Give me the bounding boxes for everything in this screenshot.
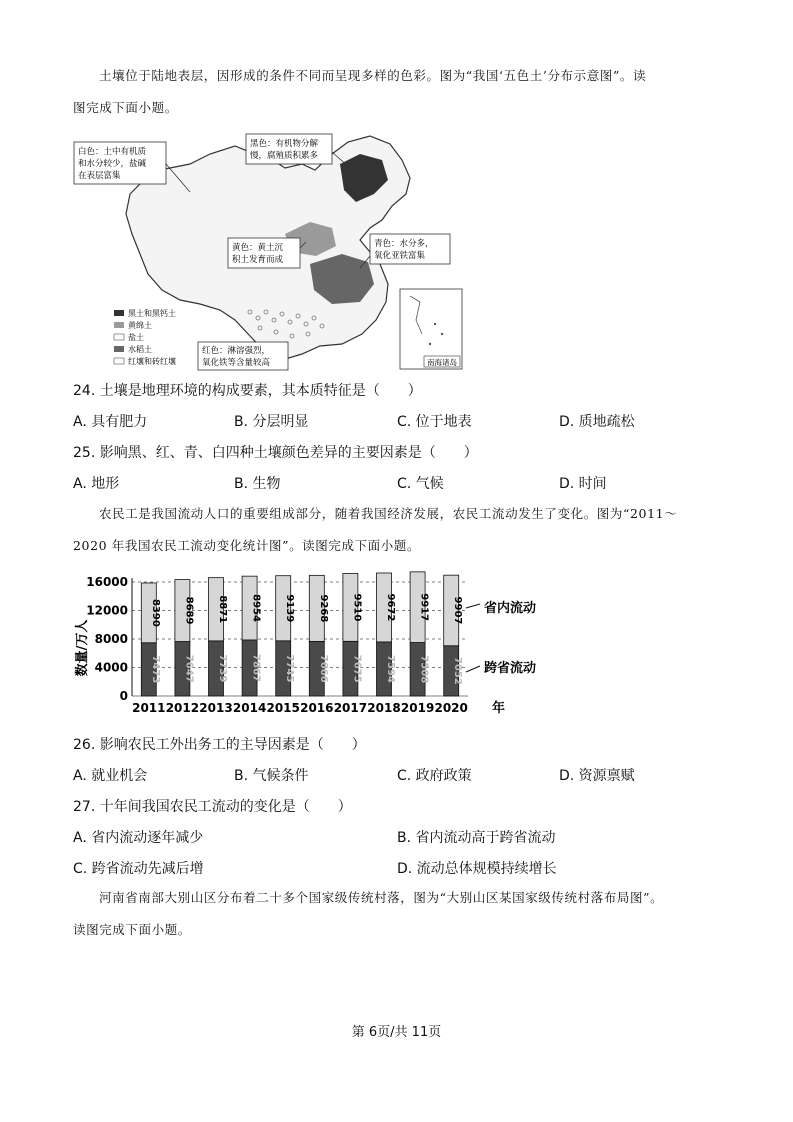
intro-migrant-line1: 农民工是我国流动人口的重要组成部分，随着我国经济发展，农民工流动发生了变化。图为“2011～ — [99, 506, 678, 521]
callout-cyan-2: 氧化亚铁富集 — [374, 251, 426, 261]
bar-label-inter-2011: 7473 — [149, 655, 161, 684]
q27-option-a[interactable]: A. 省内流动逐年减少 — [73, 830, 204, 846]
bar-label-intra-2020: 9907 — [452, 596, 464, 625]
x-tick-label-2016: 2016 — [300, 701, 334, 715]
bar-label-intra-2017: 9510 — [351, 593, 363, 622]
intro-soil-line2: 图完成下面小题。 — [73, 100, 178, 115]
legend-label-inter: 跨省流动 — [484, 661, 537, 676]
callout-black-2: 慢，腐殖质积累多 — [250, 151, 319, 161]
question-25-stem: 25. 影响黑、红、青、白四种土壤颜色差异的主要因素是（ ） — [73, 445, 478, 461]
intro-village-line1: 河南省南部大别山区分布着二十多个国家级传统村落，图为“大别山区某国家级传统村落布局图”。 — [99, 890, 664, 905]
q24-option-d[interactable]: D. 质地疏松 — [559, 414, 635, 430]
bar-label-intra-2013: 8871 — [217, 595, 228, 624]
intro-village-line2: 读图完成下面小题。 — [73, 922, 191, 937]
callout-yellow-1: 黄色：黄土沉 — [232, 243, 284, 253]
legend-item-yellow: 黄绵土 — [128, 321, 152, 330]
bar-label-intra-2019: 9917 — [418, 593, 430, 622]
q26-option-d[interactable]: D. 资源禀赋 — [559, 768, 635, 784]
q25-option-b[interactable]: B. 生物 — [234, 476, 281, 492]
callout-red-2: 氧化铁等含量较高 — [202, 358, 271, 368]
bar-label-intra-2011: 8390 — [149, 598, 161, 627]
x-tick-label-2012: 2012 — [165, 701, 200, 715]
q26-option-b[interactable]: B. 气候条件 — [234, 768, 309, 784]
question-27-stem: 27. 十年间我国农民工流动的变化是（ ） — [73, 799, 352, 815]
q27-option-c[interactable]: C. 跨省流动先减后增 — [73, 861, 204, 877]
q25-option-d[interactable]: D. 时间 — [559, 476, 607, 492]
bar-label-intra-2012: 8689 — [183, 596, 195, 625]
y-tick-label: 4000 — [94, 660, 128, 675]
q27-option-d[interactable]: D. 流动总体规模持续增长 — [397, 861, 557, 877]
bar-label-inter-2013: 7739 — [217, 654, 228, 683]
q26-option-a[interactable]: A. 就业机会 — [73, 768, 148, 784]
legend-item-red: 红壤和砖红壤 — [128, 357, 176, 366]
q24-option-a[interactable]: A. 具有肥力 — [73, 414, 148, 430]
bar-label-inter-2017: 7675 — [351, 654, 363, 683]
y-tick-label: 12000 — [86, 603, 128, 618]
question-24-stem: 24. 土壤是地理环境的构成要素，其本质特征是（ ） — [73, 383, 422, 399]
bar-label-inter-2016: 7666 — [317, 654, 329, 683]
x-tick-label-2015: 2015 — [266, 701, 300, 715]
bar-label-inter-2014: 7867 — [250, 654, 262, 682]
intro-paragraph-village — [73, 882, 723, 946]
bar-label-inter-2019: 7508 — [418, 655, 430, 684]
callout-black-1: 黑色：有机物分解 — [250, 139, 319, 149]
x-tick-label-2017: 2017 — [333, 701, 368, 715]
chart-y-label: 数量/万人 — [75, 619, 90, 677]
intro-paragraph-soil — [73, 60, 723, 124]
bar-label-inter-2020: 7052 — [452, 656, 464, 685]
x-tick-label-2018: 2018 — [367, 701, 401, 715]
bar-label-inter-2018: 7594 — [385, 655, 396, 683]
chart-x-unit: 年 — [492, 701, 506, 716]
bar-label-intra-2014: 8954 — [250, 594, 262, 622]
intro-paragraph-migrant — [73, 498, 723, 562]
intro-soil-line1: 土壤位于陆地表层，因形成的条件不同而呈现多样的色彩。图为“我国‘五色土’分布示意图”。读 — [99, 68, 647, 83]
y-tick-label: 8000 — [94, 632, 128, 646]
question-26-stem: 26. 影响农民工外出务工的主导因素是（ ） — [73, 737, 366, 753]
bar-label-inter-2012: 7647 — [183, 654, 195, 683]
callout-white-2: 和水分较少，盐碱 — [78, 159, 147, 169]
q25-option-a[interactable]: A. 地形 — [73, 476, 120, 492]
legend-label-intra: 省内流动 — [484, 601, 537, 616]
x-tick-label-2014: 2014 — [232, 701, 267, 715]
q26-option-c[interactable]: C. 政府政策 — [397, 768, 472, 784]
soil-map-figure — [70, 124, 465, 372]
x-tick-label-2011: 2011 — [132, 701, 166, 715]
callout-white-3: 在表层富集 — [78, 171, 121, 181]
legend-item-rice: 水稻土 — [128, 345, 152, 354]
legend-item-black: 黑土和黑钙土 — [128, 309, 176, 318]
bar-label-intra-2015: 9139 — [284, 594, 296, 623]
q27-option-b[interactable]: B. 省内流动高于跨省流动 — [397, 830, 556, 846]
y-tick-label: 16000 — [86, 575, 128, 589]
q24-option-c[interactable]: C. 位于地表 — [397, 414, 472, 430]
bar-label-intra-2016: 9268 — [317, 594, 329, 623]
inset-label: 南海诸岛 — [427, 358, 457, 367]
callout-white-1: 白色：土中有机质 — [78, 147, 147, 157]
migrant-chart — [70, 568, 570, 718]
callout-cyan-1: 青色：水分多， — [374, 239, 434, 249]
q25-option-c[interactable]: C. 气候 — [397, 476, 444, 492]
legend-item-salt: 盐土 — [128, 333, 144, 342]
page-footer: 第 6页/共 11页 — [351, 1025, 442, 1040]
callout-red-1: 红色：淋溶强烈， — [202, 346, 271, 356]
bar-label-inter-2015: 7745 — [284, 654, 296, 683]
q24-option-b[interactable]: B. 分层明显 — [234, 414, 309, 430]
x-tick-label-2013: 2013 — [199, 701, 233, 715]
bar-label-intra-2018: 9672 — [385, 593, 396, 622]
intro-migrant-line2: 2020 年我国农民工流动变化统计图”。读图完成下面小题。 — [73, 538, 421, 553]
y-tick-label: 0 — [119, 689, 128, 703]
x-tick-label-2019: 2019 — [400, 701, 435, 715]
map-legend — [114, 308, 176, 366]
x-tick-label-2020: 2020 — [434, 701, 468, 715]
callout-yellow-2: 积土发育而成 — [232, 255, 284, 265]
